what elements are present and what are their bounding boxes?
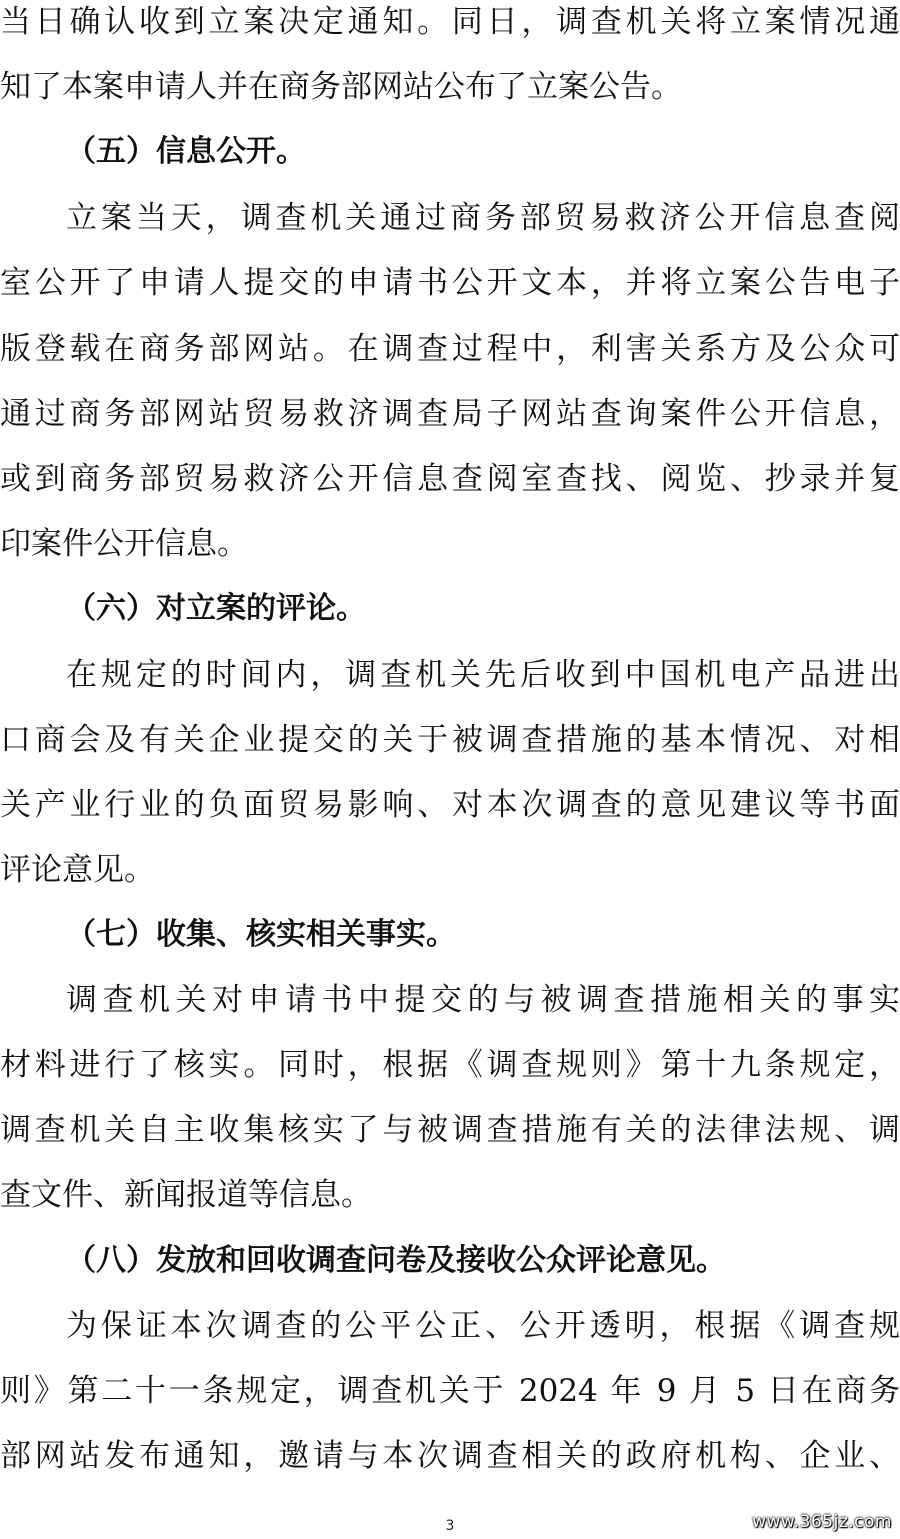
body-text-line: 知了本案申请人并在商务部网站公布了立案公告。: [0, 69, 682, 105]
body-text-line: 立案当天，调查机关通过商务部贸易救济公开信息查阅: [66, 200, 900, 236]
body-text-line: 通过商务部网站贸易救济调查局子网站查询案件公开信息，: [0, 396, 900, 432]
body-text-line: 当日确认收到立案决定通知。同日，调查机关将立案情况通: [0, 4, 900, 40]
body-text-line: 口商会及有关企业提交的关于被调查措施的基本情况、对相: [0, 722, 900, 758]
body-text-line: 调查机关对申请书中提交的与被调查措施相关的事实: [66, 982, 900, 1018]
site-watermark: www.365jz.com: [752, 1512, 892, 1532]
body-text-line: 材料进行了核实。同时，根据《调查规则》第十九条规定，: [0, 1047, 900, 1083]
body-text-line: 评论意见。: [0, 852, 155, 888]
body-text-line: 关产业行业的负面贸易影响、对本次调查的意见建议等书面: [0, 787, 900, 823]
body-text-line: 调查机关自主收集核实了与被调查措施有关的法律法规、调: [0, 1112, 900, 1148]
section-heading-5: （五）信息公开。: [66, 134, 306, 169]
section-heading-7: （七）收集、核实相关事实。: [66, 917, 456, 952]
body-text-line: 版登载在商务部网站。在调查过程中，利害关系方及公众可: [0, 331, 900, 367]
body-text-line: 室公开了申请人提交的申请书公开文本，并将立案公告电子: [0, 265, 900, 301]
body-text-line: 在规定的时间内，调查机关先后收到中国机电产品进出: [66, 657, 900, 693]
body-text-line: 印案件公开信息。: [0, 526, 248, 562]
section-heading-6: （六）对立案的评论。: [66, 591, 366, 626]
body-text-line: 部网站发布通知，邀请与本次调查相关的政府机构、企业、: [0, 1438, 900, 1474]
section-heading-8: （八）发放和回收调查问卷及接收公众评论意见。: [66, 1243, 726, 1278]
body-text-line: 为保证本次调查的公平公正、公开透明，根据《调查规: [66, 1308, 900, 1344]
body-text-line: 查文件、新闻报道等信息。: [0, 1177, 372, 1213]
body-text-line: 或到商务部贸易救济公开信息查阅室查找、阅览、抄录并复: [0, 461, 900, 497]
page-number: 3: [445, 1518, 455, 1534]
body-text-line: 则》第二十一条规定，调查机关于 2024 年 9 月 5 日在商务: [0, 1373, 900, 1409]
